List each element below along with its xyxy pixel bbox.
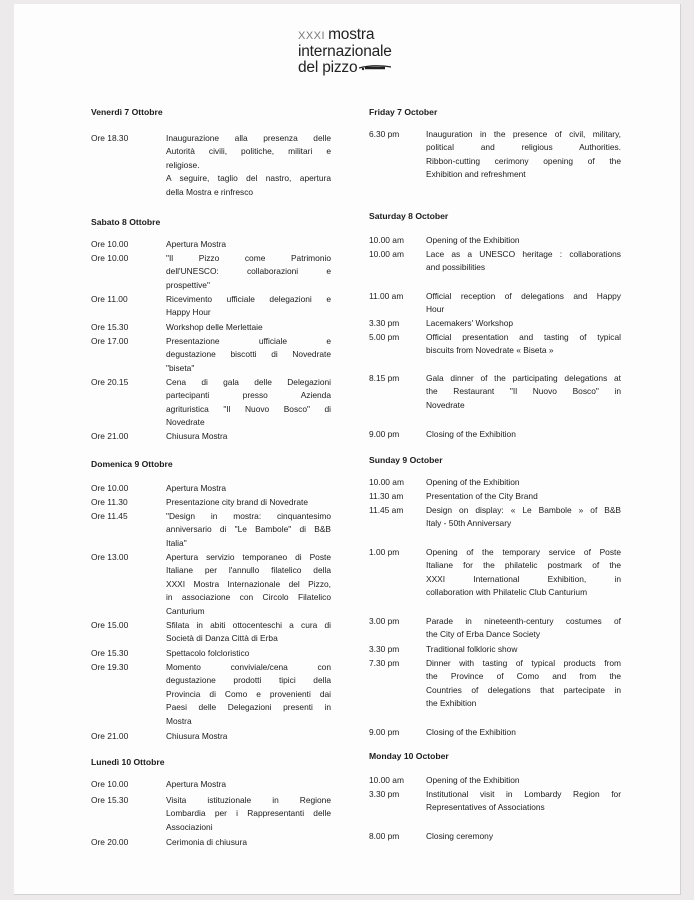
event-description-line: Cena di gala delle Delegazioni [166,377,331,387]
event-description-line: agrituristica "Il Nuovo Bosco" di [166,403,331,414]
event-description [166,510,331,550]
event-description-line: Associazioni [166,821,213,832]
event-time: Ore 19.30 [91,662,129,672]
event-time: 5.00 pm [369,332,400,342]
event-time: Ore 20.00 [91,837,129,847]
event-description-line: "biseta" [166,362,195,373]
event-description-line: Italia" [166,537,187,548]
event-description-line: Workshop delle Merlettaie [166,322,263,332]
event-description [426,372,621,412]
event-description [166,430,331,443]
event-description-line: "Il Pizzo come Patrimonio [166,253,331,263]
event-description [166,376,331,430]
event-time: Ore 15.30 [91,322,129,332]
event-description [426,774,621,787]
event-description-line: XXXI International Exhibition, in [426,573,621,584]
event-time: Ore 21.00 [91,431,129,441]
event-time: 8.00 pm [369,831,400,841]
event-description-line: Opening of the Exhibition [426,235,520,245]
day-heading: Friday 7 October [369,107,438,117]
event-description-line: Representatives of Associations [426,802,545,813]
event-time: 3.30 pm [369,644,400,654]
event-time: Ore 15.00 [91,620,129,630]
event-description-line: Gala dinner of the participating delegations at [426,373,621,383]
event-description [166,619,331,646]
event-description [166,252,331,292]
event-time: Ore 10.00 [91,779,129,789]
event-time: Ore 20.15 [91,377,129,387]
event-time: Ore 10.00 [91,483,129,493]
event-time: Ore 17.00 [91,336,129,346]
event-description-line: Italiane for the philatelic postmark of the [426,560,621,571]
event-description [426,504,621,531]
event-description [166,551,331,618]
day-heading: Monday 10 October [369,751,449,761]
event-time: Ore 11.00 [91,294,128,304]
event-description [426,788,621,815]
event-time: 1.00 pm [369,547,400,557]
event-description-line: Presentazione ufficiale e [166,336,331,346]
event-description-line: Ricevimento ufficiale delegazioni e [166,294,331,304]
event-time: Ore 15.30 [91,648,129,658]
day-heading: Domenica 9 Ottobre [91,459,173,469]
event-time: Ore 10.00 [91,239,129,249]
event-time: 11.30 am [369,491,404,501]
programme-page [14,4,681,895]
event-description [426,643,621,656]
event-description-line: Presentation of the City Brand [426,491,538,501]
event-time: 3.00 pm [369,616,400,626]
event-description-line: Autorità civili, politiche, militari e [166,146,331,157]
event-description [426,331,621,358]
event-description [426,128,621,182]
event-description-line: Inaugurazione alla presenza delle [166,133,331,143]
event-description [426,290,621,317]
event-time: 3.30 pm [369,318,400,328]
event-time: Ore 11.30 [91,497,128,507]
event-description-line: Parade in nineteenth-century costumes of [426,616,621,626]
event-description-line: Società di Danza Città di Erba [166,633,278,644]
event-description-line: Hour [426,304,445,315]
day-heading: Sabato 8 Ottobre [91,217,161,227]
event-description-line: Lombardia per i Rappresentanti delle [166,808,331,819]
event-description-line: anniversario di "Le Bambole" di B&B [166,524,331,535]
event-description-line: Chiusura Mostra [166,731,228,741]
exhibition-logo [298,27,423,76]
event-description-line: Exhibition and refreshment [426,169,526,180]
event-time: 10.00 am [369,235,404,245]
event-description-line: Canturium [166,605,205,616]
event-time: 10.00 am [369,775,404,785]
event-description [426,428,621,441]
event-description-line: Italy - 50th Anniversary [426,518,512,529]
event-description-line: Momento conviviale/cena con [166,662,331,672]
event-description [426,615,621,642]
event-description-line: the City of Erba Dance Society [426,629,541,640]
event-description [166,778,331,791]
event-description-line: Presentazione city brand di Novedrate [166,497,308,507]
event-description-line: degustazione biscotti di Novedrate [166,349,331,360]
event-time: Ore 15.30 [91,795,129,805]
event-description [166,661,331,728]
event-description-line: Cerimonia di chiusura [166,837,247,847]
day-heading: Lunedì 10 Ottobre [91,757,165,767]
event-time: 11.45 am [369,505,404,515]
event-description-line: Visita istituzionale in Regione [166,795,331,805]
event-description [426,657,621,711]
logo-line-2: internazionale [298,43,392,60]
event-description-line: in associazione con Circolo Filatelico [166,592,331,603]
event-description [166,335,331,375]
logo-edition-number: XXXI [298,30,326,42]
event-description-line: Official reception of delegations and Happy [426,291,621,301]
event-description-line: Institutional visit in Lombardy Region for [426,789,621,799]
event-description-line: Design on display: « Le Bambole » of B&B [426,505,621,515]
event-description-line: the Restaurant "Il Nuovo Bosco" in [426,386,621,397]
event-description-line: Ribbon-cutting cerimony opening of the [426,155,621,166]
event-description-line: degustazione prodotti tipici della [166,675,331,686]
event-description-line: A seguire, taglio del nastro, apertura [166,173,331,184]
logo-line-1: mostra [328,26,375,43]
event-time: Ore 10.00 [91,253,129,263]
event-description-line: dell'UNESCO: collaborazioni e [166,266,331,277]
event-time: 6.30 pm [369,129,400,139]
event-description [426,317,621,330]
event-time: 11.00 am [369,291,404,301]
event-description-line: biscuits from Novedrate « Biseta » [426,345,554,356]
event-description-line: Opening of the temporary service of Poste [426,547,621,557]
event-description-line: Official presentation and tasting of typical [426,332,621,342]
event-description-line: "Design in mostra: cinquantesimo [166,511,331,521]
event-description-line: Opening of the Exhibition [426,775,520,785]
event-description [166,794,331,834]
event-description-line: the Province of Como and from the [426,671,621,682]
event-description-line: the Exhibition [426,698,477,709]
event-description [166,496,331,509]
event-time: 8.15 pm [369,373,400,383]
logo-line-3: del pizzo [298,59,358,76]
event-description [166,293,331,320]
event-description-line: prospettive" [166,279,210,290]
event-description-line: Lace as a UNESCO heritage : collaborations [426,249,621,259]
event-time: 9.00 pm [369,727,400,737]
event-description [166,482,331,495]
event-description-line: Apertura servizio temporaneo di Poste [166,552,331,562]
event-description [166,836,331,849]
event-time: 10.00 am [369,477,404,487]
event-description-line: Closing of the Exhibition [426,727,516,737]
event-time: Ore 21.00 [91,731,129,741]
event-time: 3.30 pm [369,789,400,799]
event-description-line: della Mostra e rinfresco [166,186,254,197]
event-description-line: partecipanti presso Azienda [166,390,331,401]
event-description [166,730,331,743]
event-time: Ore 13.00 [91,552,129,562]
event-description-line: Spettacolo folcloristico [166,648,250,658]
event-description [166,321,331,334]
event-description-line: Paesi delle Delegazioni presenti in [166,702,331,713]
event-description [426,726,621,739]
event-description [166,238,331,251]
event-time: 10.00 am [369,249,404,259]
event-description-line: Mostra [166,715,192,726]
event-description-line: Countries of delegations that partecipate in [426,684,621,695]
event-description [166,132,331,199]
event-description-line: Novedrate [426,399,465,410]
event-description [426,830,621,843]
event-description-line: Apertura Mostra [166,483,227,493]
event-description [426,234,621,247]
needle-icon [359,63,393,72]
event-description [426,248,621,275]
event-description [166,647,331,660]
event-description-line: Happy Hour [166,307,211,318]
event-description-line: Sfilata in abiti ottocenteschi a cura di [166,620,331,630]
event-description-line: Provincia di Como e provenienti dai [166,688,331,699]
event-description-line: collaboration with Philatelic Club Canturium [426,587,588,598]
event-description-line: Dinner with tasting of typical products from [426,658,621,668]
event-description-line: Closing ceremony [426,831,494,841]
event-description-line: Chiusura Mostra [166,431,228,441]
event-description-line: Italiane per l'annullo filatelico della [166,565,331,576]
event-description-line: religiose. [166,159,200,170]
event-description-line: Closing of the Exhibition [426,429,516,439]
event-description-line: Traditional folkloric show [426,644,518,654]
event-description-line: Apertura Mostra [166,239,227,249]
day-heading: Sunday 9 October [369,455,443,465]
event-description-line: Novedrate [166,417,205,428]
event-time: Ore 11.45 [91,511,128,521]
event-description-line: Apertura Mostra [166,779,227,789]
event-description-line: Inauguration in the presence of civil, military, [426,129,621,139]
event-description-line: political and religious Authorities. [426,142,621,153]
event-description-line: Opening of the Exhibition [426,477,520,487]
event-description [426,490,621,503]
event-time: 7.30 pm [369,658,400,668]
event-time: 9.00 pm [369,429,400,439]
event-description-line: Lacemakers' Workshop [426,318,514,328]
event-description [426,546,621,600]
event-time: Ore 18.30 [91,133,129,143]
day-heading: Saturday 8 October [369,211,449,221]
event-description-line: and possibilities [426,262,486,273]
event-description [426,476,621,489]
event-description-line: XXXI Mostra Internazionale del Pizzo, [166,578,331,589]
day-heading: Venerdì 7 Ottobre [91,107,163,117]
